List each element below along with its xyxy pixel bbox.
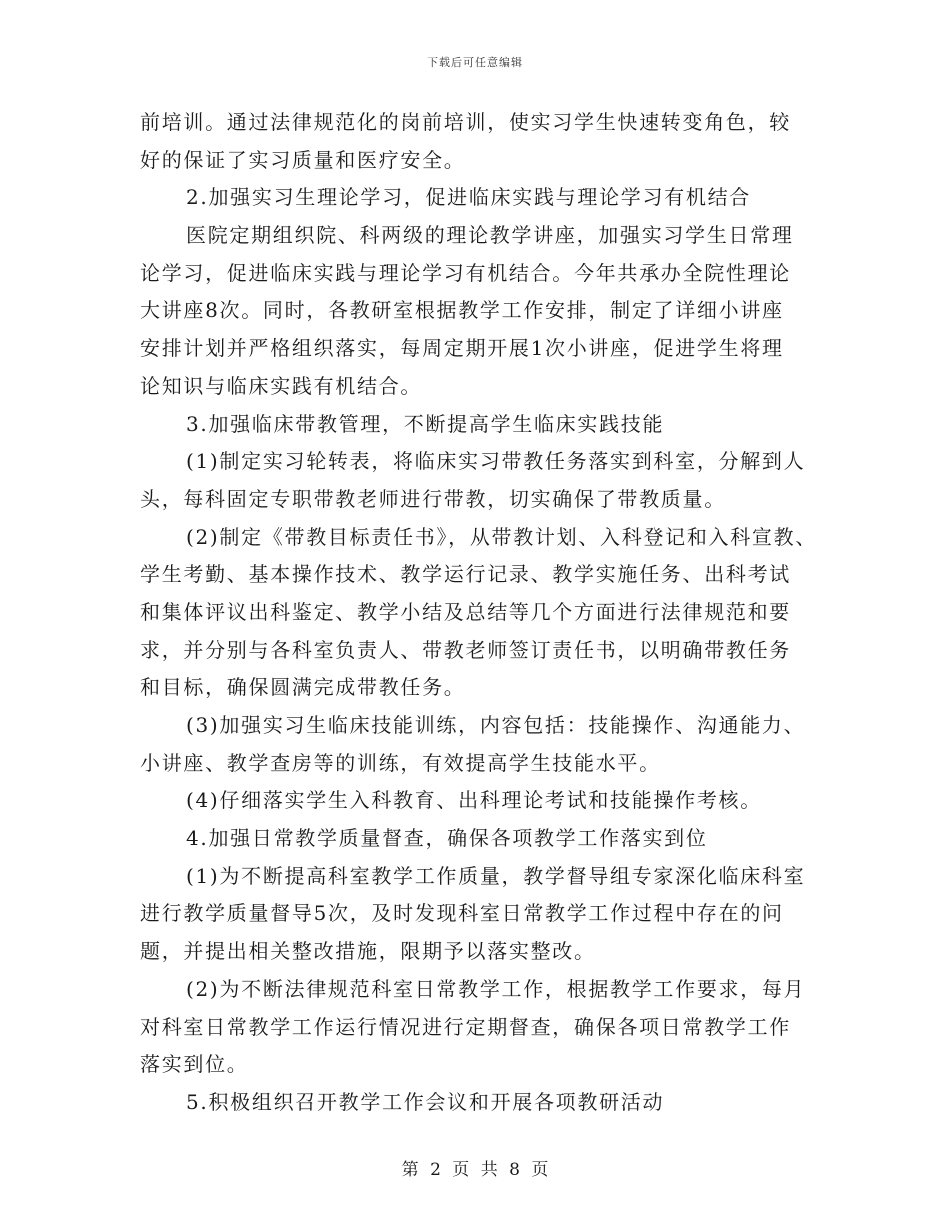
page-header: 下载后可任意编辑 [427, 56, 523, 69]
page-footer: 第 2 页 共 8 页 [401, 1160, 549, 1180]
text-line: 对科室日常教学工作运行情况进行定期督查，确保各项日常教学工作 [140, 1014, 791, 1039]
text-line: 3.加强临床带教管理，不断提高学生临床实践技能 [186, 411, 665, 436]
text-line: 进行教学质量督导5次，及时发现科室日常教学工作过程中存在的问 [140, 901, 784, 926]
text-line: 题，并提出相关整改措施，限期予以落实整改。 [140, 939, 596, 964]
text-line: 论知识与临床实践有机结合。 [140, 373, 423, 398]
text-line: (2)为不断法律规范科室日常教学工作，根据教学工作要求，每月 [186, 976, 806, 1001]
text-line: 和目标，确保圆满完成带教任务。 [140, 675, 466, 700]
text-line: 医院定期组织院、科两级的理论教学讲座，加强实习学生日常理 [186, 223, 794, 248]
text-line: 论学习，促进临床实践与理论学习有机结合。今年共承办全院性理论 [140, 260, 791, 285]
text-line: (2)制定《带教目标责任书》，从带教计划、入科登记和入科宣教、 [186, 524, 818, 549]
text-line: 前培训。通过法律规范化的岗前培训，使实习学生快速转变角色，较 [140, 110, 791, 134]
text-line: 学生考勤、基本操作技术、教学运行记录、教学实施任务、出科考试 [140, 562, 791, 587]
text-line: (4)仔细落实学生入科教育、出科理论考试和技能操作考核。 [186, 788, 762, 813]
text-line: 5.积极组织召开教学工作会议和开展各项教研活动 [186, 1089, 665, 1114]
text-line: 小讲座、教学查房等的训练，有效提高学生技能水平。 [140, 750, 661, 775]
text-line: 求，并分别与各科室负责人、带教老师签订责任书，以明确带教任务 [140, 637, 791, 662]
document-body [140, 104, 830, 1122]
text-line: 2.加强实习生理论学习，促进临床实践与理论学习有机结合 [186, 185, 751, 210]
text-line: 头，每科固定专职带教老师进行带教，切实确保了带教质量。 [140, 486, 726, 511]
text-line: 和集体评议出科鉴定、教学小结及总结等几个方面进行法律规范和要 [140, 599, 791, 624]
text-line: (1)制定实习轮转表，将临床实习带教任务落实到科室，分解到人 [186, 449, 806, 474]
text-line: (1)为不断提高科室教学工作质量，教学督导组专家深化临床科室 [186, 863, 806, 888]
text-line: (3)加强实习生临床技能训练，内容包括：技能操作、沟通能力、 [186, 713, 806, 737]
text-line: 安排计划并严格组织落实，每周定期开展1次小讲座，促进学生将理 [140, 336, 784, 361]
text-line: 落实到位。 [140, 1052, 249, 1077]
text-line: 4.加强日常教学质量督查，确保各项教学工作落实到位 [186, 826, 708, 851]
text-line: 好的保证了实习质量和医疗安全。 [140, 147, 466, 172]
text-line: 大讲座8次。同时，各教研室根据教学工作安排，制定了详细小讲座 [140, 298, 784, 323]
